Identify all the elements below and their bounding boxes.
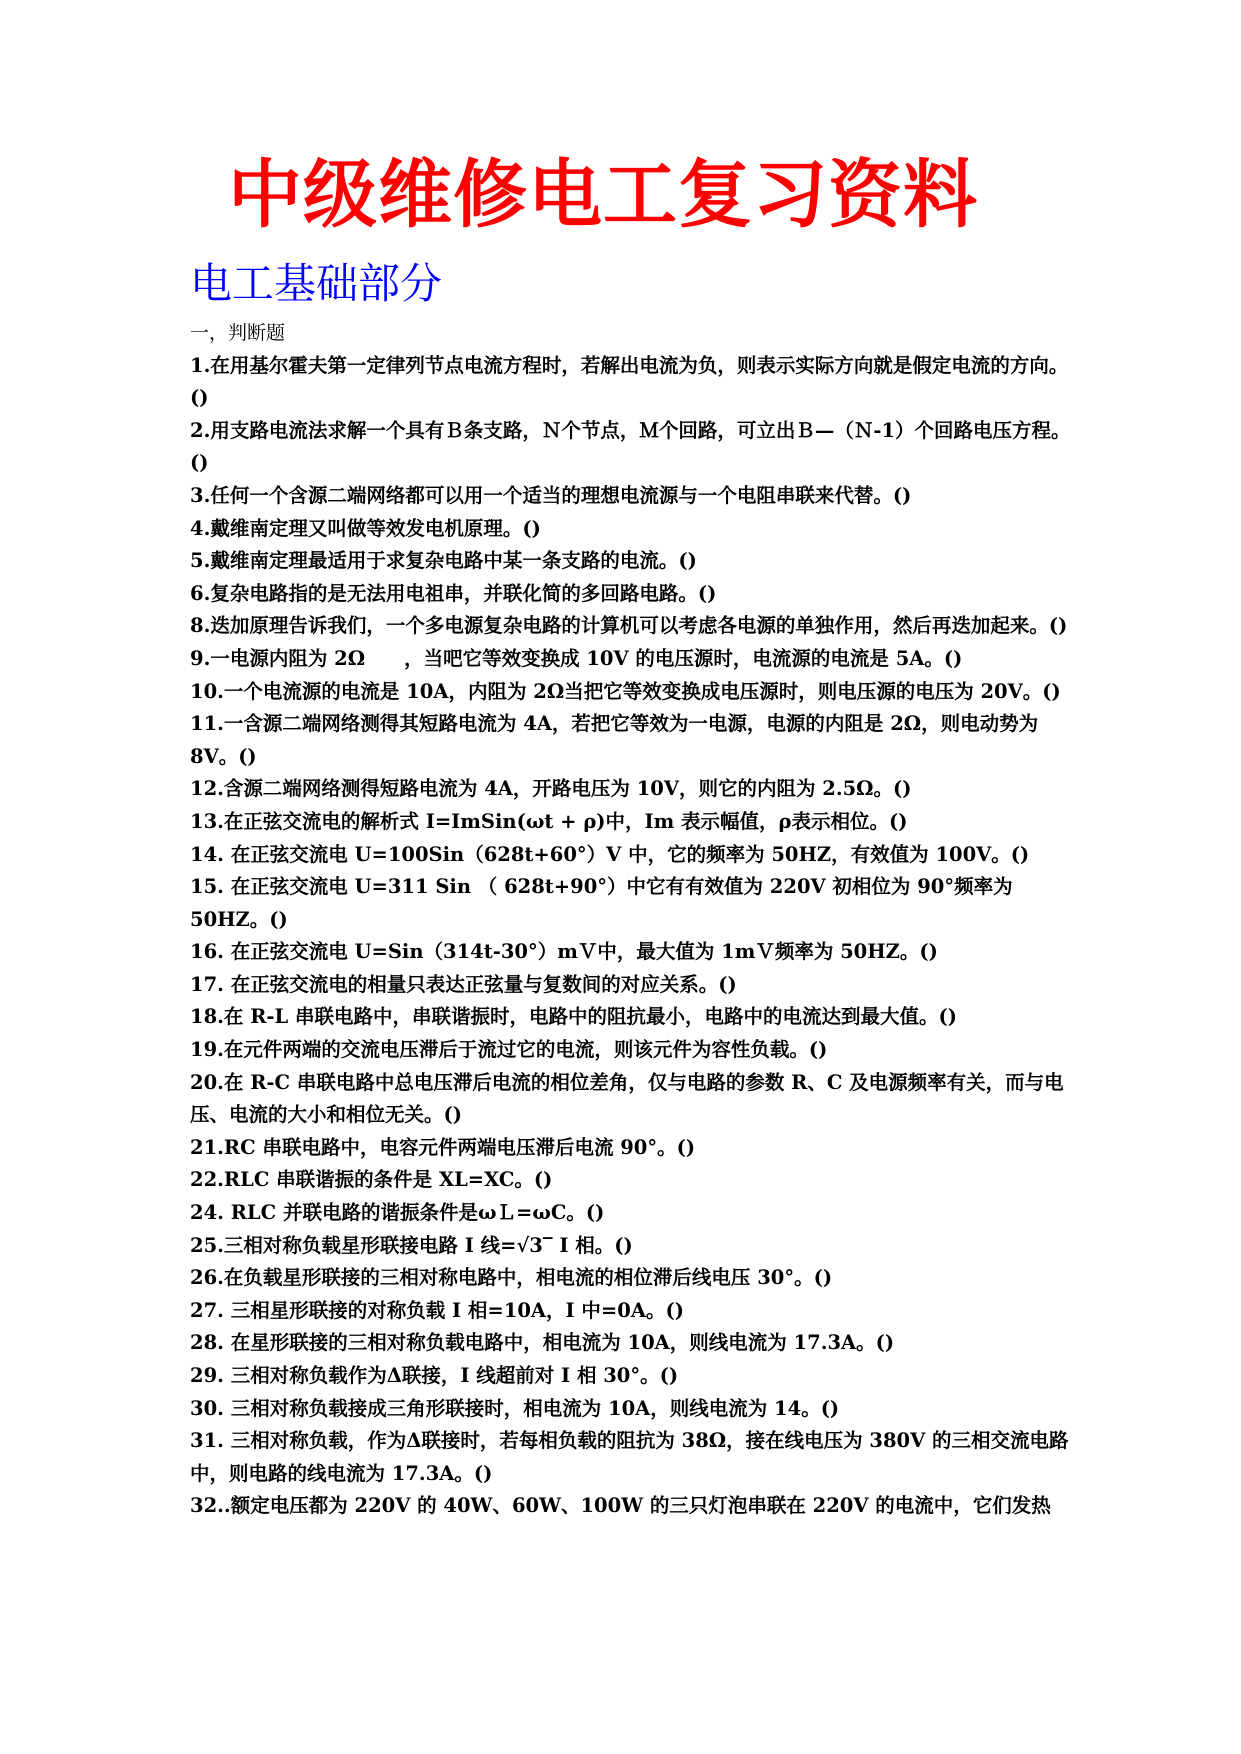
question-item: 3.任何一个含源二端网络都可以用一个适当的理想电流源与一个电阻串联来代替。() bbox=[190, 483, 912, 507]
question-item: 9.一电源内阻为 2Ω ，当吧它等效变换成 10V 的电压源时，电流源的电流是 5A。() bbox=[190, 646, 963, 670]
section-title: 电工基础部分 bbox=[190, 259, 443, 308]
question-item: 25.三相对称负载星形联接电路 I 线=√3‾ I 相。() bbox=[190, 1233, 633, 1257]
question-item: 12.含源二端网络测得短路电流为 4A，开路电压为 10V，则它的内阻为 2.5Ω。() bbox=[190, 777, 912, 801]
question-item: 14. 在正弦交流电 U=100Sin（628t+60°）V 中，它的频率为 50HZ，有效值为 100V。() bbox=[190, 842, 1030, 866]
document-body bbox=[190, 317, 1075, 1523]
question-item: 27. 三相星形联接的对称负载 I 相=10A，I 中=0A。() bbox=[190, 1298, 684, 1322]
question-item: 11.一含源二端网络测得其短路电流为 4A，若把它等效为一电源，电源的内阻是 2Ω，则电动势为 8V。() bbox=[190, 712, 1039, 768]
question-item: 29. 三相对称负载作为Δ联接，I 线超前对 I 相 30°。() bbox=[190, 1364, 679, 1387]
question-item: 13.在正弦交流电的解析式 I=ImSin(ωt + ρ)中，Im 表示幅值，ρ表示相位。() bbox=[190, 809, 908, 833]
question-item: 8.迭加原理告诉我们，一个多电源复杂电路的计算机可以考虑各电源的单独作用，然后再迭加起来。() bbox=[190, 614, 1068, 638]
question-item: 31. 三相对称负载，作为Δ联接时，若每相负载的阻抗为 38Ω，接在线电压为 380V 的三相交流电路中，则电路的线电流为 17.3A。() bbox=[190, 1429, 1069, 1485]
question-item: 6.复杂电路指的是无法用电祖串，并联化简的多回路电路。() bbox=[190, 581, 717, 605]
question-item: 18.在 R-L 串联电路中，串联谐振时，电路中的阻抗最小，电路中的电流达到最大值。() bbox=[190, 1005, 957, 1029]
question-item: 24. RLC 并联电路的谐振条件是ωＬ=ωC。() bbox=[190, 1201, 605, 1225]
question-item: 30. 三相对称负载接成三角形联接时，相电流为 10A，则线电流为 14。() bbox=[190, 1396, 840, 1420]
question-item: 2.用支路电流法求解一个具有Ｂ条支路，Ｎ个节点，Ｍ个回路，可立出Ｂ—（Ｎ-1）个回路电压方程。() bbox=[190, 418, 1071, 475]
document-title: 中级维修电工复习资料 bbox=[228, 152, 978, 238]
question-type-heading: 一，判断题 bbox=[190, 322, 286, 344]
question-item: 20.在 R-C 串联电路中总电压滞后电流的相位差角，仅与电路的参数 R、C 及电源频率有关，而与电压、电流的大小和相位无关。() bbox=[190, 1070, 1064, 1127]
question-item: 4.戴维南定理又叫做等效发电机原理。() bbox=[190, 516, 541, 540]
question-item: 26.在负载星形联接的三相对称电路中，相电流的相位滞后线电压 30°。() bbox=[190, 1266, 833, 1290]
question-item: 17. 在正弦交流电的相量只表达正弦量与复数间的对应关系。() bbox=[190, 972, 737, 996]
question-item: 21.RC 串联电路中，电容元件两端电压滞后电流 90°。() bbox=[190, 1135, 696, 1159]
question-item: 28. 在星形联接的三相对称负载电路中，相电流为 10A，则线电流为 17.3A。() bbox=[190, 1331, 895, 1355]
question-item: 1.在用基尔霍夫第一定律列节点电流方程时，若解出电流为负，则表示实际方向就是假定电流的方向。() bbox=[190, 353, 1069, 410]
question-item: 19.在元件两端的交流电压滞后于流过它的电流，则该元件为容性负载。() bbox=[190, 1038, 828, 1062]
question-item: 5.戴维南定理最适用于求复杂电路中某一条支路的电流。() bbox=[190, 549, 697, 573]
question-item: 10.一个电流源的电流是 10A，内阻为 2Ω当把它等效变换成电压源时，则电压源的电压为 20V。() bbox=[190, 679, 1061, 703]
question-item: 22.RLC 串联谐振的条件是 XL=XC。() bbox=[190, 1168, 553, 1192]
question-item: 16. 在正弦交流电 U=Sin（314t-30°）mＶ中，最大值为 1mＶ频率为 50HZ。() bbox=[190, 940, 938, 964]
question-item: 15. 在正弦交流电 U=311 Sin （ 628t+90°）中它有有效值为 220V 初相位为 90°频率为 50HZ。() bbox=[190, 875, 1013, 931]
question-item: 32..额定电压都为 220V 的 40W、60W、100W 的三只灯泡串联在 220V 的电流中，它们发热 bbox=[190, 1494, 1051, 1518]
